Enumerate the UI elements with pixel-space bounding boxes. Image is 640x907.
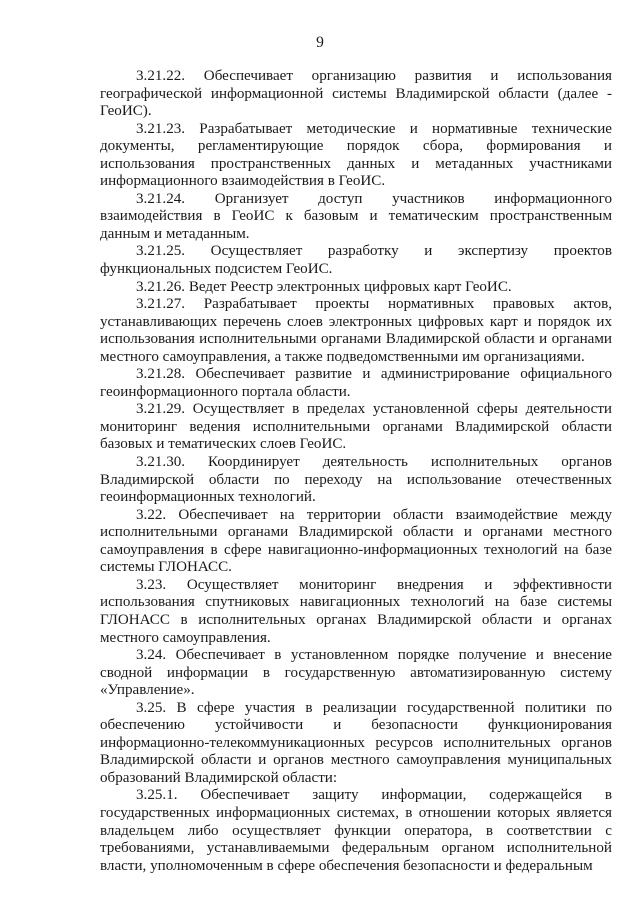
paragraph-3-21-29: 3.21.29. Осуществляет в пределах установленной сферы деятельности мониторинг ведения исполнительными органами Владимирской области базовых и тематических слоев ГеоИС. (100, 401, 612, 453)
paragraph-3-21-25: 3.21.25. Осуществляет разработку и экспертизу проектов функциональных подсистем ГеоИС. (100, 243, 612, 278)
paragraph-3-21-27: 3.21.27. Разрабатывает проекты нормативных правовых актов, устанавливающих перечень слоев электронных цифровых карт и порядок их использования исполнительными органами Владимирской области и органами местного самоуправления, а также подведомственными им организациями. (100, 296, 612, 365)
paragraph-3-23: 3.23. Осуществляет мониторинг внедрения и эффективности использования спутниковых навигационных технологий на базе системы ГЛОНАСС в исполнительных органах Владимирской области и органах местного самоуправления. (100, 576, 612, 646)
paragraph-3-22: 3.22. Обеспечивает на территории области взаимодействие между исполнительными органами Владимирской области и органами местного самоуправления в сфере навигационно-информационных технологий на базе системы ГЛОНАСС. (100, 506, 612, 576)
paragraph-3-25-1: 3.25.1. Обеспечивает защиту информации, содержащейся в государственных информационных системах, в отношении которых является владельцем либо осуществляет функции оператора, в соответствии с требованиями, устанавливаемыми федеральным органом исполнительной власти, уполномоченным в сфере обеспечения безопасности и федеральным (100, 787, 612, 874)
page-number: 9 (316, 34, 324, 51)
paragraph-3-21-28: 3.21.28. Обеспечивает развитие и администрирование официального геоинформационного портала области. (100, 366, 612, 400)
paragraph-3-25: 3.25. В сфере участия в реализации государственной политики по обеспечению устойчивости и безопасности функционирования информационно-телекоммуникационных ресурсов исполнительных органов Владимирской области и органов местного самоуправления муниципальных образований Владимирской области: (100, 699, 612, 786)
paragraph-3-24: 3.24. Обеспечивает в установленном порядке получение и внесение сводной информации в государственную автоматизированную систему «Управление». (100, 647, 612, 699)
paragraph-3-21-24: 3.21.24. Организует доступ участников информационного взаимодействия в ГеоИС к базовым и тематическим пространственным данным и метаданным. (100, 190, 612, 242)
paragraph-3-21-30: 3.21.30. Координирует деятельность исполнительных органов Владимирской области по переходу на использование отечественных геоинформационных технологий. (100, 454, 612, 506)
paragraph-3-21-26: 3.21.26. Ведет Реестр электронных цифровых карт ГеоИС. (136, 278, 512, 295)
document-body (100, 68, 612, 875)
paragraph-3-21-23: 3.21.23. Разрабатывает методические и нормативные технические документы, регламентирующие порядок сбора, формирования и использования пространственных данных и метаданных участниками информационного взаимодействия в ГеоИС. (100, 120, 612, 190)
paragraph-3-21-22: 3.21.22. Обеспечивает организацию развития и использования географической информационной системы Владимирской области (далее - ГеоИС). (100, 68, 612, 120)
